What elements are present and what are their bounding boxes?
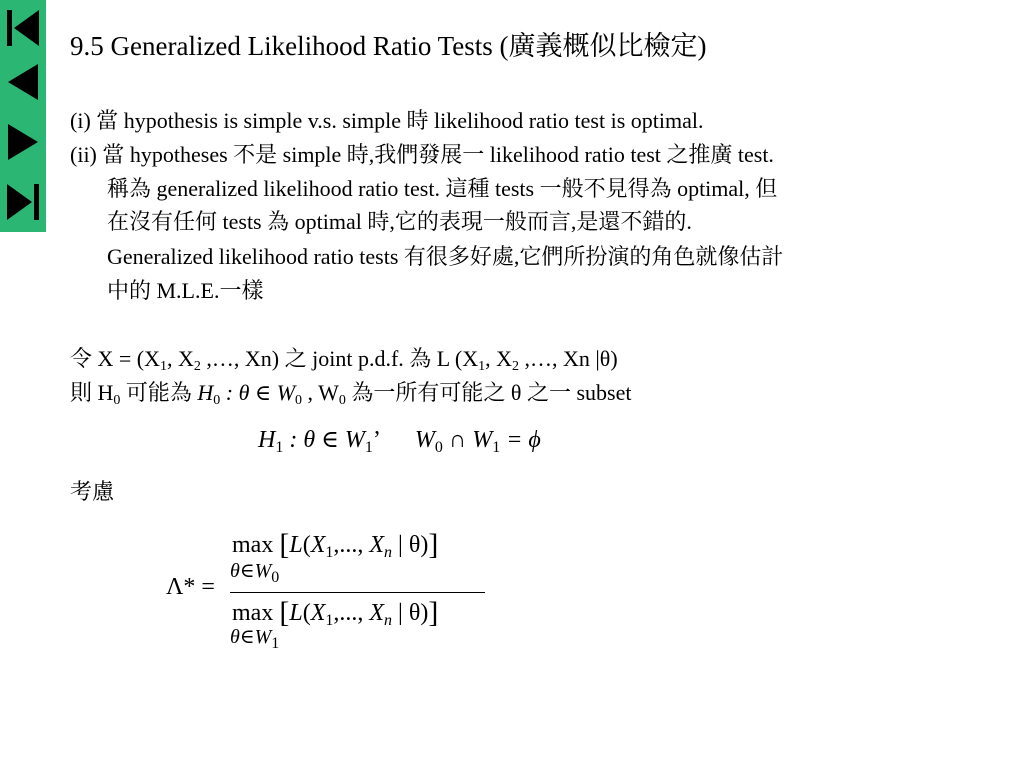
- text-line-mle-analogy: 中的 M.L.E.一樣: [107, 278, 264, 303]
- slide-navigation-bar: [0, 0, 46, 232]
- slide-title: 9.5 Generalized Likelihood Ratio Tests (廣義概似比檢定): [70, 31, 707, 61]
- previous-slide-button[interactable]: [4, 60, 42, 104]
- skip-to-last-icon: [4, 180, 42, 224]
- text-line-glrt-advantages: Generalized likelihood ratio tests 有很多好處,它們所扮演的角色就像估計: [107, 244, 784, 269]
- last-slide-button[interactable]: [4, 180, 42, 224]
- text-line-consider: 考慮: [70, 479, 115, 504]
- formula-denominator: $\max [L(X_1$,..., $X_n$ | θ)]: [232, 596, 439, 629]
- text-line-glrt-performance: 在沒有任何 tests 為 optimal 時,它的表現一般而言,是還不錯的.: [107, 209, 692, 234]
- text-line-glrt-definition: 稱為 generalized likelihood ratio test. 這種 tests 一般不見得為 optimal, 但: [107, 176, 778, 201]
- skip-to-first-icon: [4, 6, 42, 50]
- text-line-joint-pdf: 令 $X = (X_1$, $X_2$ ,…, Xn) 之 joint p.d.f. 為 L ($X_1$, $X_2$ ,…, Xn |θ): [70, 346, 618, 374]
- denominator-max-condition: $\theta\in W_1$: [230, 626, 280, 652]
- numerator-max-condition: $\theta\in W_0$: [230, 560, 280, 586]
- first-slide-button[interactable]: [4, 6, 42, 50]
- lambda-star-label: Λ* =: [166, 574, 215, 600]
- text-line-composite-hypothesis: (ii) 當 hypotheses 不是 simple 時,我們發展一 likelihood ratio test 之推廣 test.: [70, 142, 774, 167]
- text-line-null-hypothesis: 則 $H_0$ 可能為 $H_0$ : θ ∈ $W_0$ , $W_0$ 為一所有可能之 θ 之一 subset: [70, 380, 632, 408]
- glr-statistic-formula: [160, 520, 500, 660]
- next-slide-button[interactable]: [4, 120, 42, 164]
- fraction-bar: [230, 592, 485, 593]
- previous-icon: [4, 60, 42, 104]
- next-icon: [4, 120, 42, 164]
- alternative-hypothesis-formula: $H_1$ : θ ∈ $W_1$’ $W_0$ ∩ $W_1 = \phi$: [258, 427, 541, 456]
- formula-numerator: $\max [L(X_1$,..., $X_n$ | θ)]: [232, 528, 439, 561]
- text-line-simple-hypothesis: (i) 當 hypothesis is simple v.s. simple 時 likelihood ratio test is optimal.: [70, 108, 704, 133]
